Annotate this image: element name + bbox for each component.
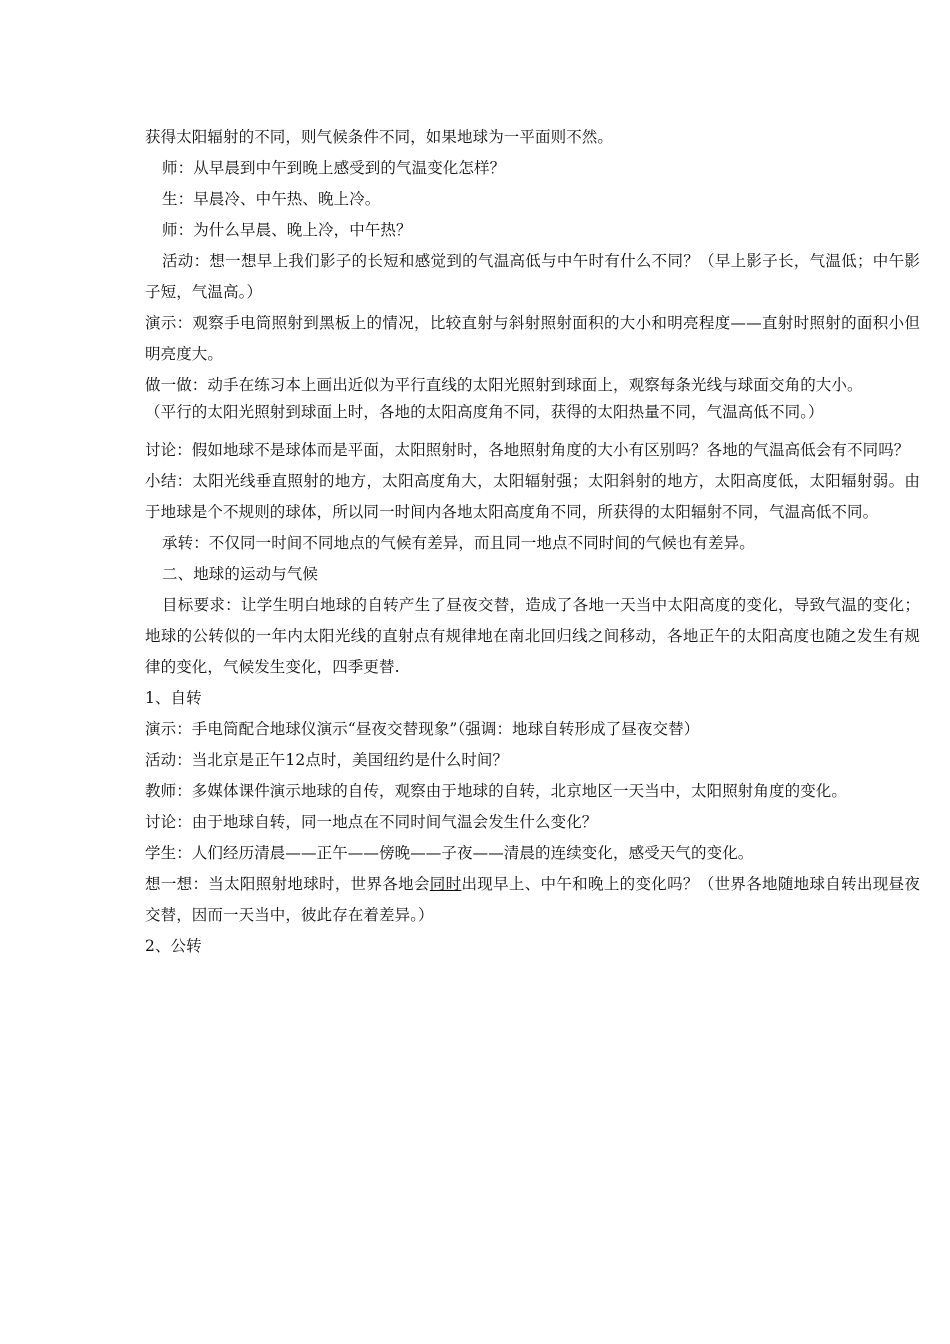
- paragraph-objectives: 目标要求：让学生明白地球的自转产生了昼夜交替，造成了各地一天当中太阳高度的变化，导致气温的变化；地球的公转似的一年内太阳光线的直射点有规律地在南北回归线之间移动，各地正午的太阳高度也随之发生有规律的变化，气候发生变化，四季更替.: [145, 596, 920, 676]
- paragraph-solar-radiation: 获得太阳辐射的不同，则气候条件不同，如果地球为一平面则不然。: [145, 128, 614, 146]
- underlined-word: 同时: [429, 875, 462, 893]
- paragraph-transition: 承转：不仅同一时间不同地点的气候有差异，而且同一地点不同时间的气候也有差异。: [162, 534, 755, 552]
- paragraph-teacher-why: 师：为什么早晨、晚上冷，中午热？: [162, 221, 412, 239]
- subheading-rotation: 1、自转: [145, 689, 202, 707]
- paragraph-activity-timezone: 活动：当北京是正午12点时，美国纽约是什么时间？: [145, 751, 509, 769]
- think-text-after: 出现早上、中午和晚上的变化吗？（世界各地随地球自转出现昼夜交替，因而一天当中，彼此存在着差异。）: [145, 875, 921, 924]
- think-text-before: 想一想：当太阳照射地球时，世界各地会: [145, 875, 430, 893]
- paragraph-discussion-plane: 讨论：假如地球不是球体而是平面，太阳照射时，各地照射角度的大小有区别吗？各地的气温高低会有不同吗？: [145, 441, 910, 459]
- document-page: [145, 122, 920, 962]
- paragraph-teacher-multimedia: 教师：多媒体课件演示地球的自传，观察由于地球的自转，北京地区一天当中，太阳照射角度的变化。: [145, 782, 848, 800]
- subheading-revolution: 2、公转: [145, 937, 202, 955]
- paragraph-demo-flashlight: 演示：观察手电筒照射到黑板上的情况，比较直射与斜射照射面积的大小和明亮程度——直射时照射的面积小但明亮度大。: [145, 314, 920, 363]
- paragraph-activity-shadow: 活动：想一想早上我们影子的长短和感觉到的气温高低与中午时有什么不同？（早上影子长，气温低；中午影子短，气温高。）: [145, 252, 920, 301]
- paragraph-student-answer: 生：早晨冷、中午热、晚上冷。: [162, 190, 381, 208]
- paragraph-demo-day-night: 演示：手电筒配合地球仪演示“昼夜交替现象”（强调：地球自转形成了昼夜交替）: [145, 720, 700, 738]
- section-heading-earth-motion: 二、地球的运动与气候: [162, 565, 319, 583]
- paragraph-parallel-light-note: （平行的太阳光照射到球面上时，各地的太阳高度角不同，获得的太阳热量不同，气温高低不同。）: [145, 403, 824, 421]
- paragraph-think-simultaneous: [145, 869, 920, 931]
- paragraph-teacher-question: 师：从早晨到中午到晚上感受到的气温变化怎样？: [162, 159, 506, 177]
- paragraph-summary: 小结：太阳光线垂直照射的地方，太阳高度角大，太阳辐射强；太阳斜射的地方，太阳高度低，太阳辐射弱。由于地球是个不规则的球体，所以同一时间内各地太阳高度角不同，所获得的太阳辐射不同，气温高低不同。: [145, 472, 920, 521]
- paragraph-try-drawing: 做一做：动手在练习本上画出近似为平行直线的太阳光照射到球面上，观察每条光线与球面交角的大小。: [145, 376, 863, 394]
- paragraph-student-experience: 学生：人们经历清晨——正午——傍晚——子夜——清晨的连续变化，感受天气的变化。: [145, 844, 754, 862]
- paragraph-discussion-rotation: 讨论：由于地球自转，同一地点在不同时间气温会发生什么变化？: [145, 813, 598, 831]
